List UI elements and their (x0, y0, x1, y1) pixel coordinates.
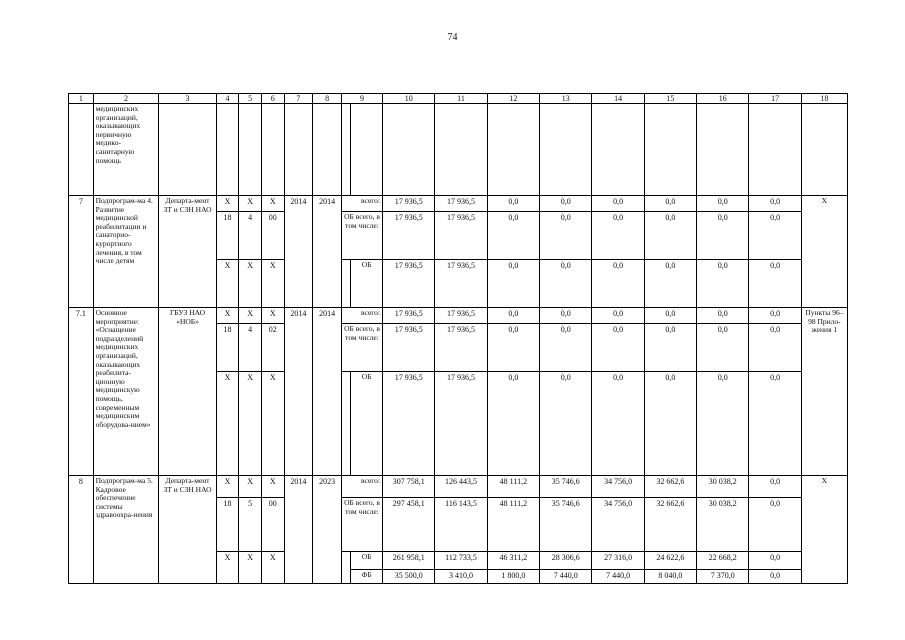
amount-cell: 0,0 (487, 212, 539, 260)
budget-code-c6: 00 (261, 498, 284, 552)
amount-cell: 0,0 (697, 372, 749, 476)
amount-cell: 307 758,1 (383, 476, 435, 498)
budget-code-c6: Х (261, 552, 284, 584)
amount-cell: 0,0 (749, 372, 801, 476)
amount-cell: 0,0 (592, 324, 644, 372)
funding-source-label: ОБ всего, в том числе: (341, 212, 382, 260)
program-name: Подпрограм-ма 5. Кадровое обеспечение системы здравоохра-нения (93, 476, 159, 584)
column-header: 4 (216, 94, 239, 104)
program-sub-row (69, 308, 848, 324)
funding-source-label: ОБ (351, 372, 383, 476)
amount-cell: 17 936,5 (435, 308, 487, 324)
amount-cell: 0,0 (540, 196, 592, 212)
column-header: 10 (383, 94, 435, 104)
amount-cell: 48 111,2 (487, 498, 539, 552)
amount-cell: 32 662,6 (644, 476, 696, 498)
amount-cell: 35 500,0 (383, 570, 435, 584)
amount-cell: 0,0 (487, 372, 539, 476)
budget-code-c5: Х (239, 196, 262, 212)
executor: Департа-мент ЗТ и СЗН НАО (159, 476, 216, 584)
amount-cell: 0,0 (487, 324, 539, 372)
budget-code-c5: Х (239, 260, 262, 308)
amount-cell: 261 958,1 (383, 552, 435, 570)
amount-cell: 0,0 (749, 498, 801, 552)
budget-code-c6: Х (261, 372, 284, 476)
budget-code-c5: Х (239, 552, 262, 584)
amount-cell: 17 936,5 (435, 212, 487, 260)
budget-code-c5: 4 (239, 212, 262, 260)
amount-cell: 32 662,6 (644, 498, 696, 552)
amount-cell: 0,0 (540, 308, 592, 324)
year-start: 2014 (284, 476, 313, 584)
budget-code-c4: Х (216, 372, 239, 476)
column-number-header-row (69, 94, 848, 104)
amount-cell: 28 306,6 (540, 552, 592, 570)
program-sub-row (69, 196, 848, 212)
budget-code-c6: 00 (261, 212, 284, 260)
funding-source-label: ОБ всего, в том числе: (341, 498, 382, 552)
funding-source-label: всего: (341, 308, 382, 324)
amount-cell: 0,0 (697, 212, 749, 260)
funding-source-label: всего: (341, 476, 382, 498)
amount-cell: 0,0 (697, 324, 749, 372)
amount-cell: 30 038,2 (697, 498, 749, 552)
amount-cell: 0,0 (749, 324, 801, 372)
funding-indent-cell (341, 372, 350, 476)
amount-cell: 3 410,0 (435, 570, 487, 584)
amount-cell: 0,0 (592, 196, 644, 212)
amount-cell: 7 440,0 (592, 570, 644, 584)
budget-code-c4: 18 (216, 212, 239, 260)
amount-cell: 0,0 (697, 308, 749, 324)
amount-cell: 35 746,6 (540, 476, 592, 498)
budget-code-c4: Х (216, 196, 239, 212)
amount-cell: 17 936,5 (435, 260, 487, 308)
budget-code-c5: Х (239, 372, 262, 476)
amount-cell: 116 143,5 (435, 498, 487, 552)
continuation-name: медицинских организаций, оказывающих первичную медико-санитарную помощь (93, 104, 159, 196)
funding-source-label: ОБ всего, в том числе: (341, 324, 382, 372)
column-header: 13 (540, 94, 592, 104)
year-end: 2014 (313, 308, 342, 476)
amount-cell: 0,0 (487, 196, 539, 212)
program-sub-row (69, 476, 848, 498)
row-number: 7.1 (69, 308, 94, 476)
column-header: 14 (592, 94, 644, 104)
amount-cell: 0,0 (749, 552, 801, 570)
amount-cell: 0,0 (592, 308, 644, 324)
budget-code-c4: Х (216, 476, 239, 498)
amount-cell: 1 800,0 (487, 570, 539, 584)
amount-cell: 0,0 (540, 260, 592, 308)
column-header: 15 (644, 94, 696, 104)
amount-cell: 17 936,5 (383, 324, 435, 372)
amount-cell: 0,0 (749, 196, 801, 212)
amount-cell: 297 458,1 (383, 498, 435, 552)
program-name: Основное мероприятие: «Оснащение подразделений медицинских организаций, оказывающих реабилита-ционную медицинскую помощь, современным медицинским оборудова-нием» (93, 308, 159, 476)
row-number: 7 (69, 196, 94, 308)
amount-cell: 0,0 (487, 308, 539, 324)
amount-cell: 0,0 (749, 212, 801, 260)
program-name: Подпрограм-ма 4. Развитие медицинской реабилитации и санаторно-курортного лечения, в том числе детям (93, 196, 159, 308)
amount-cell: 34 756,0 (592, 498, 644, 552)
executor: Департа-мент ЗТ и СЗН НАО (159, 196, 216, 308)
amount-cell: 7 370,0 (697, 570, 749, 584)
amount-cell: 0,0 (644, 372, 696, 476)
amount-cell: 8 040,0 (644, 570, 696, 584)
amount-cell: 0,0 (592, 372, 644, 476)
amount-cell: 0,0 (749, 570, 801, 584)
amount-cell: 17 936,5 (435, 324, 487, 372)
funding-source-label: всего: (341, 196, 382, 212)
funding-source-label: ФБ (351, 570, 383, 584)
column-header: 12 (487, 94, 539, 104)
amount-cell: 0,0 (697, 196, 749, 212)
note-cell: Х (801, 476, 847, 584)
amount-cell: 0,0 (540, 212, 592, 260)
column-header: 7 (284, 94, 313, 104)
column-header: 17 (749, 94, 801, 104)
budget-code-c5: Х (239, 476, 262, 498)
budget-code-c4: 18 (216, 324, 239, 372)
funding-source-label: ОБ (351, 260, 383, 308)
amount-cell: 0,0 (540, 324, 592, 372)
amount-cell: 17 936,5 (383, 372, 435, 476)
amount-cell: 0,0 (592, 212, 644, 260)
column-header: 11 (435, 94, 487, 104)
budget-code-c5: 4 (239, 324, 262, 372)
program-financing-table (68, 93, 848, 584)
amount-cell: 0,0 (487, 260, 539, 308)
note-cell: Пункты 96–98 Прило-жения 1 (801, 308, 847, 476)
amount-cell: 17 936,5 (383, 196, 435, 212)
amount-cell: 17 936,5 (383, 212, 435, 260)
amount-cell: 0,0 (697, 260, 749, 308)
budget-code-c5: 5 (239, 498, 262, 552)
amount-cell: 0,0 (644, 196, 696, 212)
amount-cell: 46 311,2 (487, 552, 539, 570)
year-start: 2014 (284, 196, 313, 308)
column-header: 16 (697, 94, 749, 104)
amount-cell: 0,0 (644, 260, 696, 308)
budget-code-c4: Х (216, 552, 239, 584)
row-number: 8 (69, 476, 94, 584)
amount-cell: 24 622,6 (644, 552, 696, 570)
funding-indent-cell (341, 260, 350, 308)
column-header: 1 (69, 94, 94, 104)
amount-cell: 17 936,5 (435, 372, 487, 476)
amount-cell: 0,0 (540, 372, 592, 476)
year-start: 2014 (284, 308, 313, 476)
column-header: 6 (261, 94, 284, 104)
column-header: 8 (313, 94, 342, 104)
amount-cell: 0,0 (644, 324, 696, 372)
budget-code-c6: Х (261, 260, 284, 308)
budget-code-c4: 18 (216, 498, 239, 552)
column-header: 2 (93, 94, 159, 104)
funding-source-label: ОБ (351, 552, 383, 570)
amount-cell: 0,0 (749, 260, 801, 308)
executor: ГБУЗ НАО «НОБ» (159, 308, 216, 476)
budget-code-c6: Х (261, 308, 284, 324)
page-number: 74 (447, 32, 458, 43)
amount-cell: 112 733,5 (435, 552, 487, 570)
amount-cell: 0,0 (749, 476, 801, 498)
amount-cell: 0,0 (749, 308, 801, 324)
column-header: 18 (801, 94, 847, 104)
amount-cell: 7 440,0 (540, 570, 592, 584)
year-end: 2014 (313, 196, 342, 308)
amount-cell: 0,0 (644, 308, 696, 324)
amount-cell: 30 038,2 (697, 476, 749, 498)
amount-cell: 126 443,5 (435, 476, 487, 498)
budget-code-c6: Х (261, 476, 284, 498)
amount-cell: 0,0 (592, 260, 644, 308)
amount-cell: 0,0 (644, 212, 696, 260)
funding-indent-cell (341, 552, 350, 584)
column-header: 5 (239, 94, 262, 104)
year-end: 2023 (313, 476, 342, 584)
budget-code-c5: Х (239, 308, 262, 324)
budget-code-c6: 02 (261, 324, 284, 372)
amount-cell: 27 316,0 (592, 552, 644, 570)
amount-cell: 17 936,5 (383, 260, 435, 308)
amount-cell: 17 936,5 (435, 196, 487, 212)
budget-code-c6: Х (261, 196, 284, 212)
budget-code-c4: Х (216, 260, 239, 308)
budget-code-c4: Х (216, 308, 239, 324)
amount-cell: 34 756,0 (592, 476, 644, 498)
column-header: 3 (159, 94, 216, 104)
note-cell: Х (801, 196, 847, 308)
amount-cell: 35 746,6 (540, 498, 592, 552)
amount-cell: 17 936,5 (383, 308, 435, 324)
continuation-row (69, 104, 848, 196)
amount-cell: 22 668,2 (697, 552, 749, 570)
amount-cell: 48 111,2 (487, 476, 539, 498)
column-header: 9 (341, 94, 382, 104)
